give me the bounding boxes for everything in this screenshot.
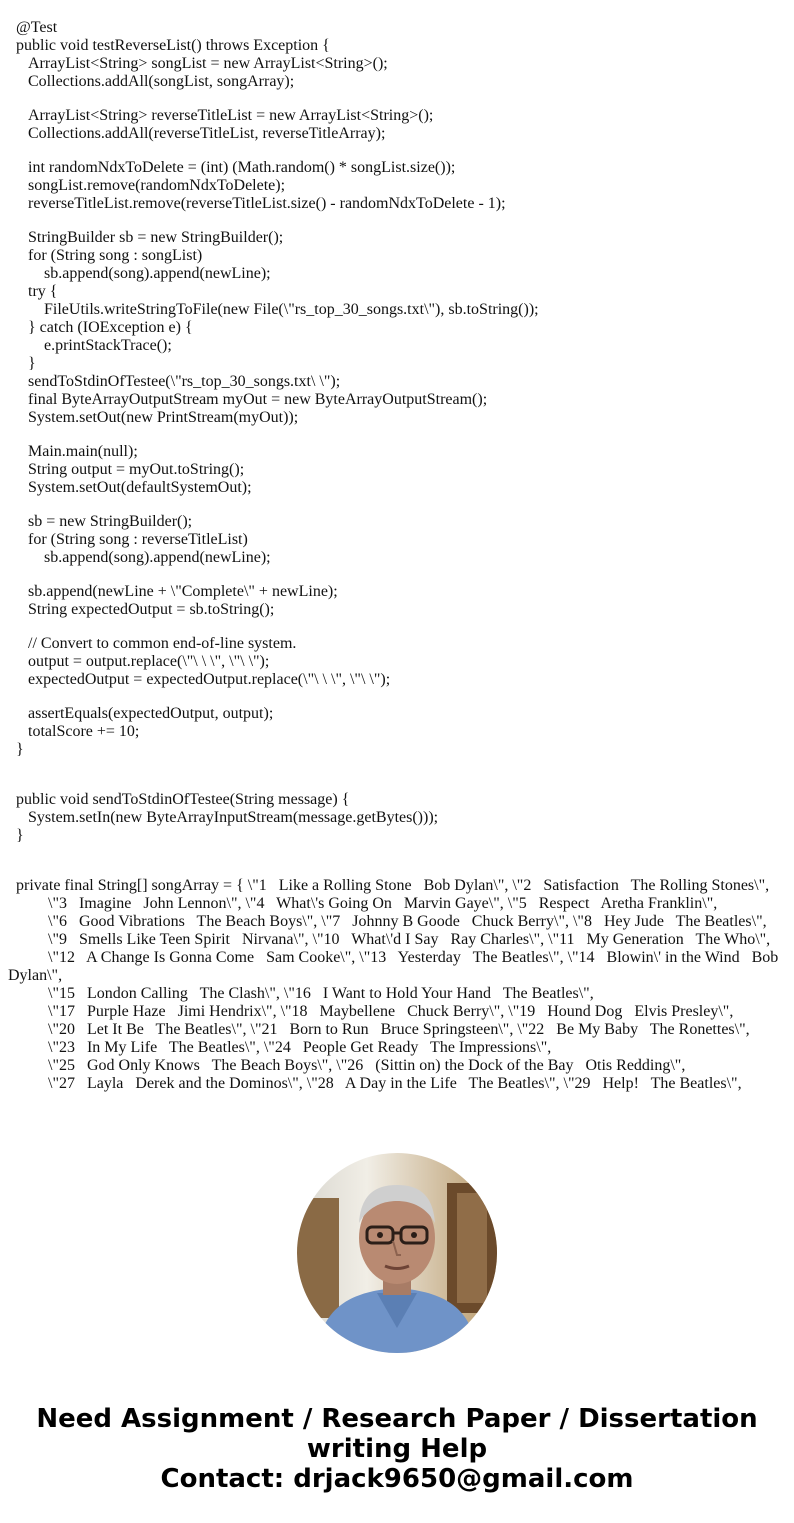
code-line: sb.append(song).append(newLine); bbox=[8, 549, 271, 566]
code-line: \"23 In My Life The Beatles\", \"24 People Get Ready The Impressions\", bbox=[8, 1039, 552, 1056]
promo-line-2: writing Help bbox=[306, 1434, 488, 1464]
code-line: try { bbox=[8, 283, 58, 300]
code-line bbox=[8, 861, 790, 877]
code-line: System.setIn(new ByteArrayInputStream(message.getBytes())); bbox=[8, 809, 439, 826]
code-line bbox=[8, 497, 790, 513]
code-line: e.printStackTrace(); bbox=[8, 337, 172, 354]
code-line: \"12 A Change Is Gonna Come Sam Cooke\", \"13 Yesterday The Beatles\", \"14 Blowin\' in the Wind Bob Dylan\", bbox=[8, 949, 783, 984]
code-line: public void sendToStdinOfTestee(String message) { bbox=[8, 791, 350, 808]
code-line: @Test bbox=[8, 19, 58, 36]
code-line: System.setOut(new PrintStream(myOut)); bbox=[8, 409, 299, 426]
contact-email: Contact: drjack9650@gmail.com bbox=[160, 1464, 634, 1494]
code-line bbox=[8, 143, 790, 159]
code-line: FileUtils.writeStringToFile(new File(\"rs_top_30_songs.txt\"), sb.toString()); bbox=[8, 301, 539, 318]
code-line: \"20 Let It Be The Beatles\", \"21 Born to Run Bruce Springsteen\", \"22 Be My Baby The Ronettes\", bbox=[8, 1021, 750, 1038]
code-line: } bbox=[8, 355, 36, 372]
code-line: Collections.addAll(songList, songArray); bbox=[8, 73, 295, 90]
code-line: for (String song : songList) bbox=[8, 247, 203, 264]
code-line bbox=[8, 213, 790, 229]
code-line: expectedOutput = expectedOutput.replace(\"\ \ \", \"\ \"); bbox=[8, 671, 391, 688]
code-line: ArrayList<String> songList = new ArrayList<String>(); bbox=[8, 55, 388, 72]
code-line: \"27 Layla Derek and the Dominos\", \"28 A Day in the Life The Beatles\", \"29 Help! The Beatles\", bbox=[8, 1075, 742, 1092]
code-line: sb.append(song).append(newLine); bbox=[8, 265, 271, 282]
avatar bbox=[297, 1153, 497, 1353]
code-line: \"15 London Calling The Clash\", \"16 I Want to Hold Your Hand The Beatles\", bbox=[8, 985, 594, 1002]
code-line bbox=[8, 567, 790, 583]
code-line: reverseTitleList.remove(reverseTitleList.size() - randomNdxToDelete - 1); bbox=[8, 195, 506, 212]
code-line: // Convert to common end-of-line system. bbox=[8, 635, 297, 652]
code-line bbox=[8, 91, 790, 107]
code-line: ArrayList<String> reverseTitleList = new ArrayList<String>(); bbox=[8, 107, 434, 124]
code-line: \"25 God Only Knows The Beach Boys\", \"26 (Sittin on) the Dock of the Bay Otis Redding\", bbox=[8, 1057, 686, 1074]
code-line: int randomNdxToDelete = (int) (Math.random() * songList.size()); bbox=[8, 159, 456, 176]
code-line bbox=[8, 427, 790, 443]
code-line: } bbox=[8, 741, 24, 758]
code-line bbox=[8, 689, 790, 705]
code-line: sb.append(newLine + \"Complete\" + newLine); bbox=[8, 583, 338, 600]
code-line bbox=[8, 775, 790, 791]
code-line: String output = myOut.toString(); bbox=[8, 461, 245, 478]
code-line: private final String[] songArray = { \"1 Like a Rolling Stone Bob Dylan\", \"2 Satisfaction The Rolling Stones\", bbox=[8, 877, 770, 894]
code-line: \"3 Imagine John Lennon\", \"4 What\'s Going On Marvin Gaye\", \"5 Respect Aretha Franklin\", bbox=[8, 895, 718, 912]
avatar-photo-icon bbox=[297, 1153, 497, 1353]
code-line bbox=[8, 845, 790, 861]
code-line: } bbox=[8, 827, 24, 844]
promo-footer bbox=[0, 1404, 794, 1494]
code-line: sendToStdinOfTestee(\"rs_top_30_songs.txt\ \"); bbox=[8, 373, 341, 390]
code-line: final ByteArrayOutputStream myOut = new ByteArrayOutputStream(); bbox=[8, 391, 488, 408]
code-line: String expectedOutput = sb.toString(); bbox=[8, 601, 275, 618]
code-line: songList.remove(randomNdxToDelete); bbox=[8, 177, 286, 194]
code-line: output = output.replace(\"\ \ \", \"\ \"); bbox=[8, 653, 270, 670]
code-line: sb = new StringBuilder(); bbox=[8, 513, 193, 530]
code-line: public void testReverseList() throws Exception { bbox=[8, 37, 330, 54]
code-line: assertEquals(expectedOutput, output); bbox=[8, 705, 274, 722]
code-line: for (String song : reverseTitleList) bbox=[8, 531, 248, 548]
code-line: \"17 Purple Haze Jimi Hendrix\", \"18 Maybellene Chuck Berry\", \"19 Hound Dog Elvis Presley\", bbox=[8, 1003, 734, 1020]
code-line: Collections.addAll(reverseTitleList, reverseTitleArray); bbox=[8, 125, 386, 142]
code-line bbox=[8, 759, 790, 775]
code-line: StringBuilder sb = new StringBuilder(); bbox=[8, 229, 284, 246]
code-line: \"6 Good Vibrations The Beach Boys\", \"7 Johnny B Goode Chuck Berry\", \"8 Hey Jude The Beatles\", bbox=[8, 913, 767, 930]
code-block bbox=[8, 19, 790, 1093]
promo-line-1: Need Assignment / Research Paper / Dissertation bbox=[36, 1404, 758, 1434]
code-line: Main.main(null); bbox=[8, 443, 138, 460]
code-line: totalScore += 10; bbox=[8, 723, 140, 740]
code-line: } catch (IOException e) { bbox=[8, 319, 193, 336]
code-line: System.setOut(defaultSystemOut); bbox=[8, 479, 252, 496]
code-line: \"9 Smells Like Teen Spirit Nirvana\", \"10 What\'d I Say Ray Charles\", \"11 My Generation The Who\", bbox=[8, 931, 771, 948]
code-line bbox=[8, 619, 790, 635]
